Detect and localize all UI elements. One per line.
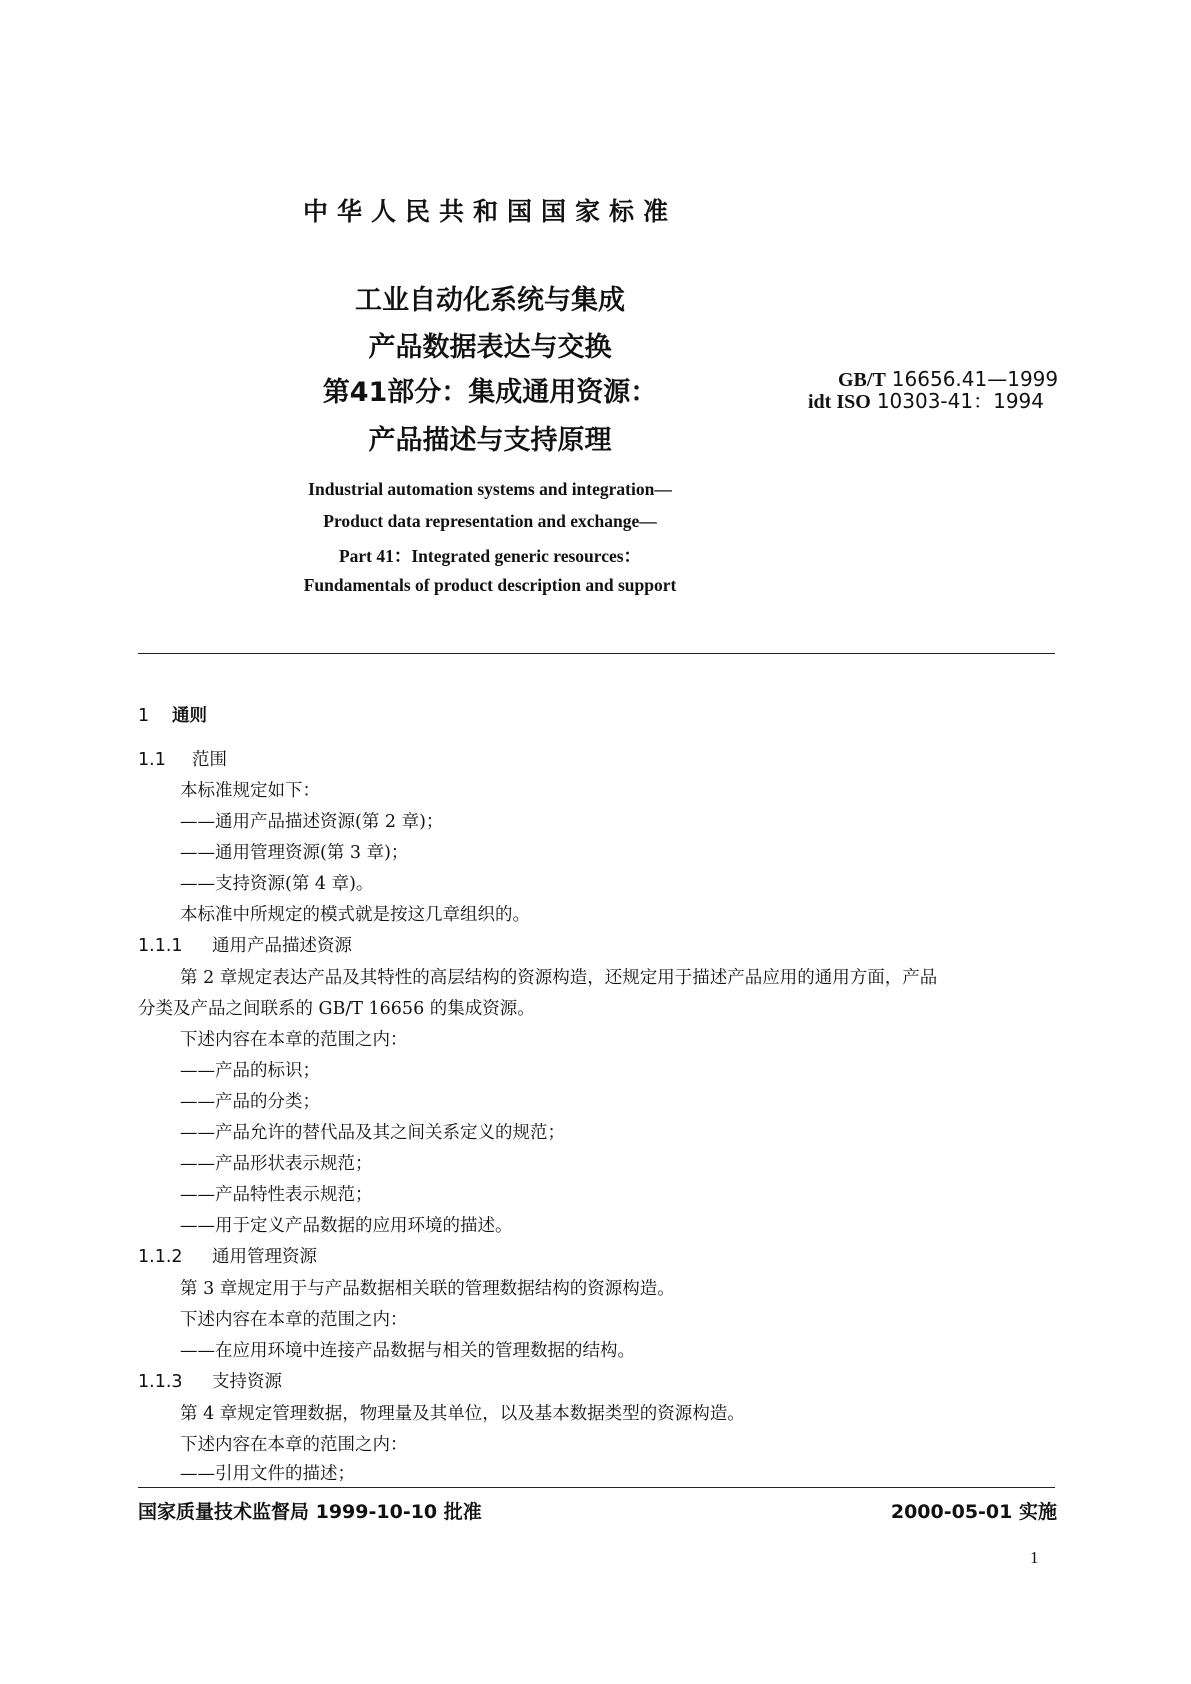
section-1-heading (138, 704, 207, 728)
iso-number (808, 390, 1058, 413)
cn-title-line-2: 产品数据表达与交换 (368, 332, 612, 363)
section-1-1-item-3: ——支持资源(第 4 章)。 (180, 874, 374, 894)
section-1-1-item-2: ——通用管理资源(第 3 章)； (180, 843, 409, 863)
section-1-1-2-para: 第 3 章规定用于与产品数据相关联的管理数据结构的资源构造。 (180, 1279, 675, 1299)
section-1-1-2-number: 1.1.2 (138, 1247, 183, 1267)
standard-number-prefix: GB/T (838, 369, 886, 391)
section-1-1-1-item-1: ——产品的标识； (180, 1061, 320, 1081)
cn-title-line-3: 第41部分：集成通用资源： (322, 377, 658, 408)
section-1-1-2-item-1: ——在应用环境中连接产品数据与相关的管理数据的结构。 (180, 1341, 635, 1361)
section-1-number: 1 (138, 706, 150, 726)
section-1-1-1-item-4: ——产品形状表示规范； (180, 1154, 373, 1174)
national-standard-heading: 中华人民共和国国家标准 (302, 197, 677, 226)
section-1-1-1-item-5: ——产品特性表示规范； (180, 1185, 373, 1205)
standard-number (838, 368, 1088, 391)
en-title-line-4: Fundamentals of product description and support (303, 575, 677, 595)
section-1-1-1-item-2: ——产品的分类； (180, 1092, 320, 1112)
section-1-1-1-item-3: ——产品允许的替代品及其之间关系定义的规范； (180, 1123, 565, 1143)
cn-title-line-1: 工业自动化系统与集成 (355, 285, 625, 316)
section-1-1-item-1: ——通用产品描述资源(第 2 章)； (180, 812, 444, 832)
section-1-1-3-heading (138, 1370, 282, 1394)
section-1-1-1-number: 1.1.1 (138, 936, 183, 956)
section-1-1-1-title: 通用产品描述资源 (212, 936, 352, 956)
section-1-title: 通则 (172, 706, 207, 726)
section-1-1-title: 范围 (192, 750, 227, 770)
iso-number-prefix: idt ISO (808, 391, 871, 413)
section-1-1-3-item-1: ——引用文件的描述； (180, 1464, 355, 1484)
implementation-date: 2000-05-01 实施 (890, 1501, 1057, 1523)
section-1-1-1-intro: 下述内容在本章的范围之内： (180, 1030, 408, 1050)
section-1-1-3-para: 第 4 章规定管理数据，物理量及其单位，以及基本数据类型的资源构造。 (180, 1404, 745, 1424)
section-1-1-2-title: 通用管理资源 (212, 1247, 317, 1267)
en-title-line-2: Product data representation and exchange— (323, 511, 657, 531)
section-1-1-closing: 本标准中所规定的模式就是按这几章组织的。 (180, 905, 530, 925)
bottom-divider (138, 1487, 1055, 1488)
section-1-1-1-para-line-2: 分类及产品之间联系的 GB/T 16656 的集成资源。 (138, 999, 535, 1019)
section-1-1-1-para-line-1: 第 2 章规定表达产品及其特性的高层结构的资源构造，还规定用于描述产品应用的通用方面，产品 (180, 968, 938, 988)
iso-number-value: 10303-41：1994 (876, 389, 1044, 413)
section-1-1-2-intro: 下述内容在本章的范围之内： (180, 1310, 408, 1330)
section-1-1-1-heading (138, 934, 352, 958)
section-1-1-1-item-6: ——用于定义产品数据的应用环境的描述。 (180, 1216, 513, 1236)
en-title-line-3: Part 41：Integrated generic resources： (338, 546, 642, 566)
page-number: 1 (1030, 1548, 1039, 1567)
en-title-line-1: Industrial automation systems and integration— (308, 479, 672, 499)
section-1-1-3-number: 1.1.3 (138, 1372, 183, 1392)
top-divider (138, 653, 1055, 654)
section-1-1-3-intro: 下述内容在本章的范围之内： (180, 1435, 408, 1455)
cn-title-line-4: 产品描述与支持原理 (368, 425, 612, 456)
section-1-1-heading (138, 748, 227, 772)
section-1-1-intro: 本标准规定如下： (180, 781, 320, 801)
section-1-1-3-title: 支持资源 (212, 1372, 282, 1392)
standard-number-value: 16656.41—1999 (891, 367, 1059, 391)
approval-info: 国家质量技术监督局 1999-10-10 批准 (138, 1501, 482, 1523)
section-1-1-2-heading (138, 1245, 317, 1269)
section-1-1-number: 1.1 (138, 750, 166, 770)
